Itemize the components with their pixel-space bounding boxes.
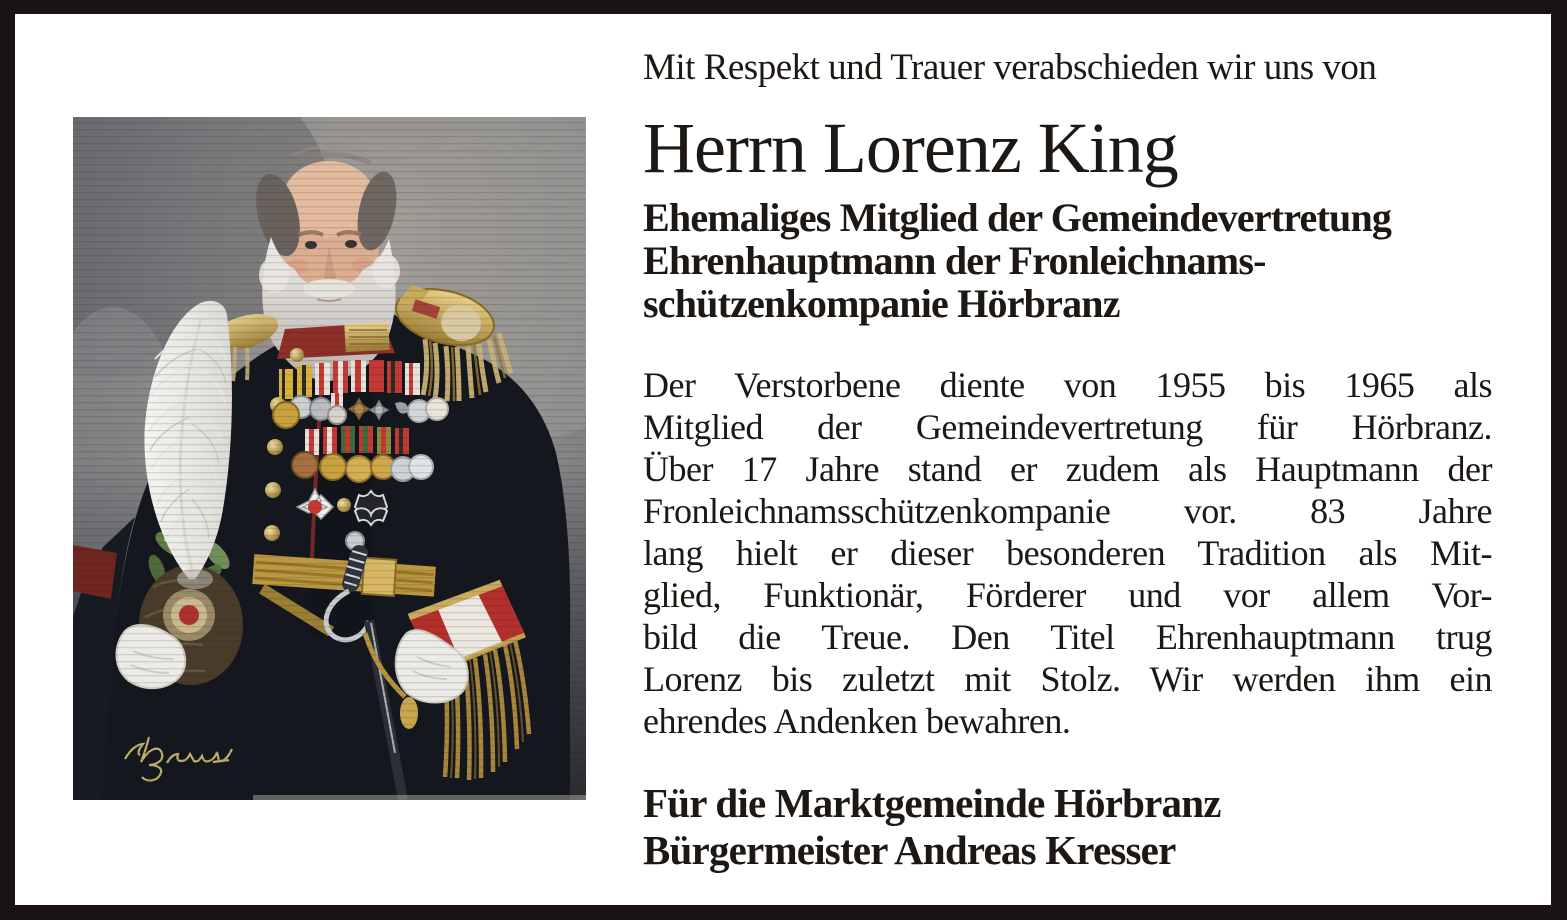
body-line: bild die Treue. Den Titel Ehrenhauptmann trug	[643, 617, 1492, 657]
intro-line: Mit Respekt und Trauer verabschieden wir uns von	[643, 47, 1377, 88]
roles-block	[643, 196, 1492, 325]
obituary-body	[643, 364, 1492, 742]
body-line: Lorenz bis zuletzt mit Stolz. Wir werden ihm ein	[643, 659, 1492, 699]
notice-text	[643, 0, 1492, 920]
body-line: Über 17 Jahre stand er zudem als Hauptmann der	[643, 449, 1492, 489]
body-line: Fronleichnamsschützenkompanie vor. 83 Jahre	[643, 491, 1492, 531]
portrait-illustration	[73, 117, 586, 800]
body-line: ehrendes Andenken bewahren.	[643, 701, 1071, 741]
closing-block	[643, 780, 1492, 874]
scan-texture	[73, 117, 586, 800]
body-line: Der Verstorbene diente von 1955 bis 1965 als	[643, 365, 1492, 405]
deceased-name: Herrn Lorenz King	[643, 108, 1178, 188]
role-line: Ehemaliges Mitglied der Gemeindevertretung	[643, 195, 1392, 240]
portrait-photo	[73, 117, 586, 800]
role-line: schützenkompanie Hörbranz	[643, 281, 1120, 326]
body-line: glied, Funktionär, Förderer und vor allem Vor-	[643, 575, 1492, 615]
closing-line-organization: Für die Marktgemeinde Hörbranz	[643, 780, 1221, 826]
closing-line-signatory: Bürgermeister Andreas Kresser	[643, 827, 1176, 873]
body-line: Mitglied der Gemeindevertretung für Hörbranz.	[643, 407, 1492, 447]
role-line: Ehrenhauptmann der Fronleichnams-	[643, 238, 1266, 283]
body-line: lang hielt er dieser besonderen Tradition als Mit-	[643, 533, 1492, 573]
